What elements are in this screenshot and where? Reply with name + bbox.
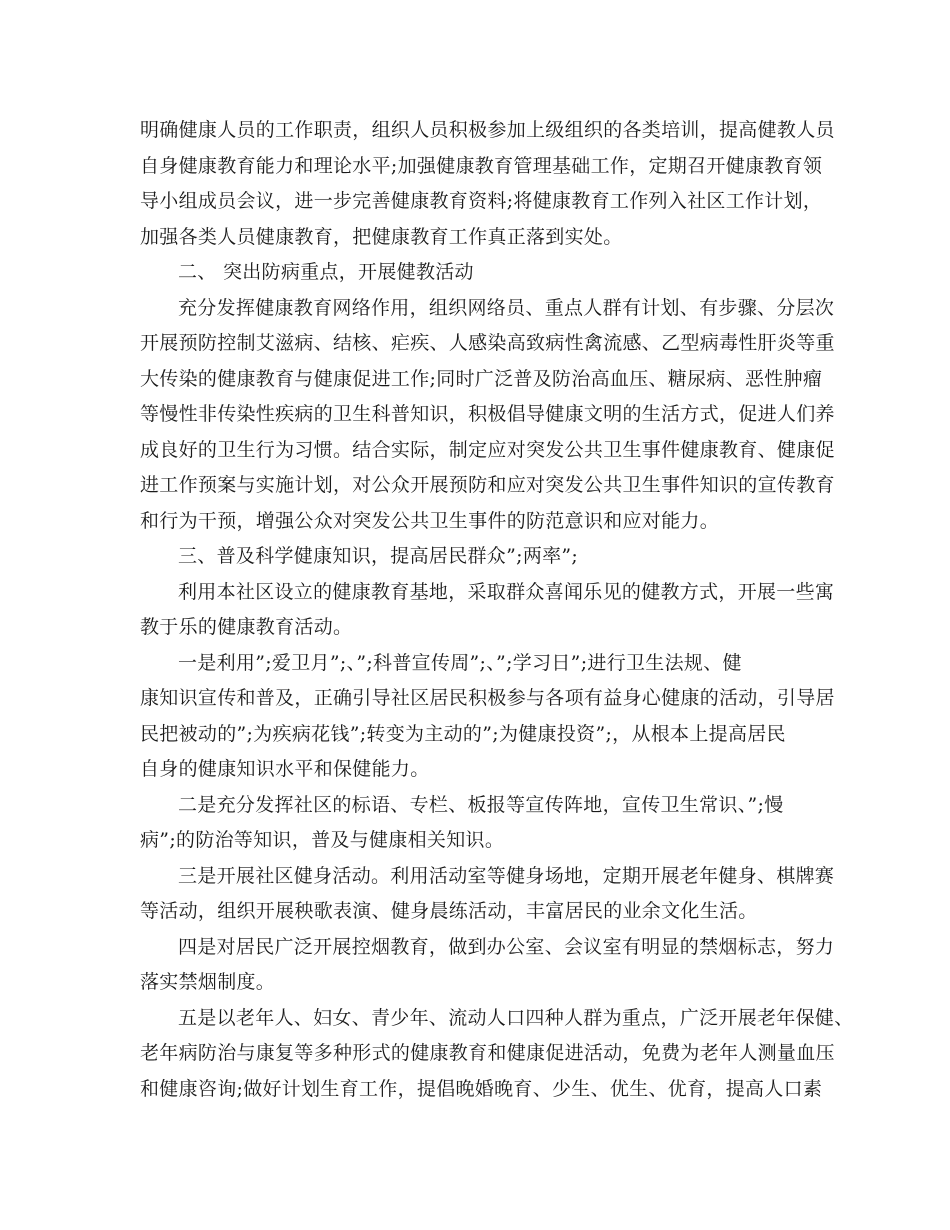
text-line: 明确健康人员的工作职责，组织人员积极参加上级组织的各类培训，提高健教人员	[140, 119, 835, 141]
text-line: 开展预防控制艾滋病、结核、疟疾、人感染高致病性禽流感、乙型病毒性肝炎等重	[140, 332, 835, 354]
text-line: 加强各类人员健康教育，把健康教育工作真正落到实处。	[140, 225, 623, 248]
text-line: 充分发挥健康教育网络作用，组织网络员、重点人群有计划、有步骤、分层次	[178, 296, 835, 319]
text-line: 五是以老年人、妇女、青少年、流动人口四种人群为重点，广泛开展老年保健、	[178, 1006, 854, 1029]
text-line: 病”;的防治等知识，普及与健康相关知识。	[140, 829, 505, 851]
text-line: 落实禁烟制度。	[140, 971, 276, 993]
text-line: 二是充分发挥社区的标语、专栏、板报等宣传阵地，宣传卫生常识、”;慢	[178, 793, 784, 816]
text-line: 和健康咨询;做好计划生育工作，提倡晚婚晚育、少生、优生、优育，提高人口素	[140, 1077, 823, 1100]
text-line: 二、 突出防病重点，开展健教活动	[178, 261, 474, 283]
text-line: 等活动，组织开展秧歌表演、健身晨练活动，丰富居民的业余文化生活。	[140, 900, 758, 922]
text-line: 一是利用”;爱卫月”;、”;科普宣传周”;、”;学习日”;进行卫生法规、健	[178, 651, 742, 674]
text-line: 民把被动的”;为疾病花钱”;转变为主动的”;为健康投资”;，从根本上提高居民	[140, 722, 786, 745]
document-body	[140, 113, 854, 1107]
text-line: 自身的健康知识水平和保健能力。	[140, 758, 430, 780]
text-line: 等慢性非传染性疾病的卫生科普知识，积极倡导健康文明的生活方式，促进人们养	[140, 403, 835, 425]
text-line: 导小组成员会议，进一步完善健康教育资料;将健康教育工作列入社区工作计划，	[140, 190, 823, 212]
text-line: 利用本社区设立的健康教育基地，采取群众喜闻乐见的健教方式，开展一些寓	[178, 580, 835, 603]
text-line: 和行为干预，增强公众对突发公共卫生事件的防范意识和应对能力。	[140, 509, 720, 532]
text-line: 四是对居民广泛开展控烟教育，做到办公室、会议室有明显的禁烟标志，努力	[178, 935, 835, 958]
text-line: 三、普及科学健康知识，提高居民群众”;两率”;	[178, 545, 579, 567]
text-line: 自身健康教育能力和理论水平;加强健康教育管理基础工作，定期召开健康教育领	[140, 154, 823, 177]
text-line: 教于乐的健康教育活动。	[140, 616, 353, 638]
text-line: 大传染的健康教育与健康促进工作;同时广泛普及防治高血压、糖尿病、恶性肿瘤	[140, 367, 823, 390]
text-line: 康知识宣传和普及，正确引导社区居民积极参与各项有益身心健康的活动，引导居	[140, 687, 835, 709]
text-line: 老年病防治与康复等多种形式的健康教育和健康促进活动，免费为老年人测量血压	[140, 1042, 835, 1064]
text-line: 进工作预案与实施计划，对公众开展预防和应对突发公共卫生事件知识的宣传教育	[140, 474, 835, 496]
text-line: 成良好的卫生行为习惯。结合实际，制定应对突发公共卫生事件健康教育、健康促	[140, 438, 835, 461]
text-line: 三是开展社区健身活动。利用活动室等健身场地，定期开展老年健身、棋牌赛	[178, 864, 835, 887]
